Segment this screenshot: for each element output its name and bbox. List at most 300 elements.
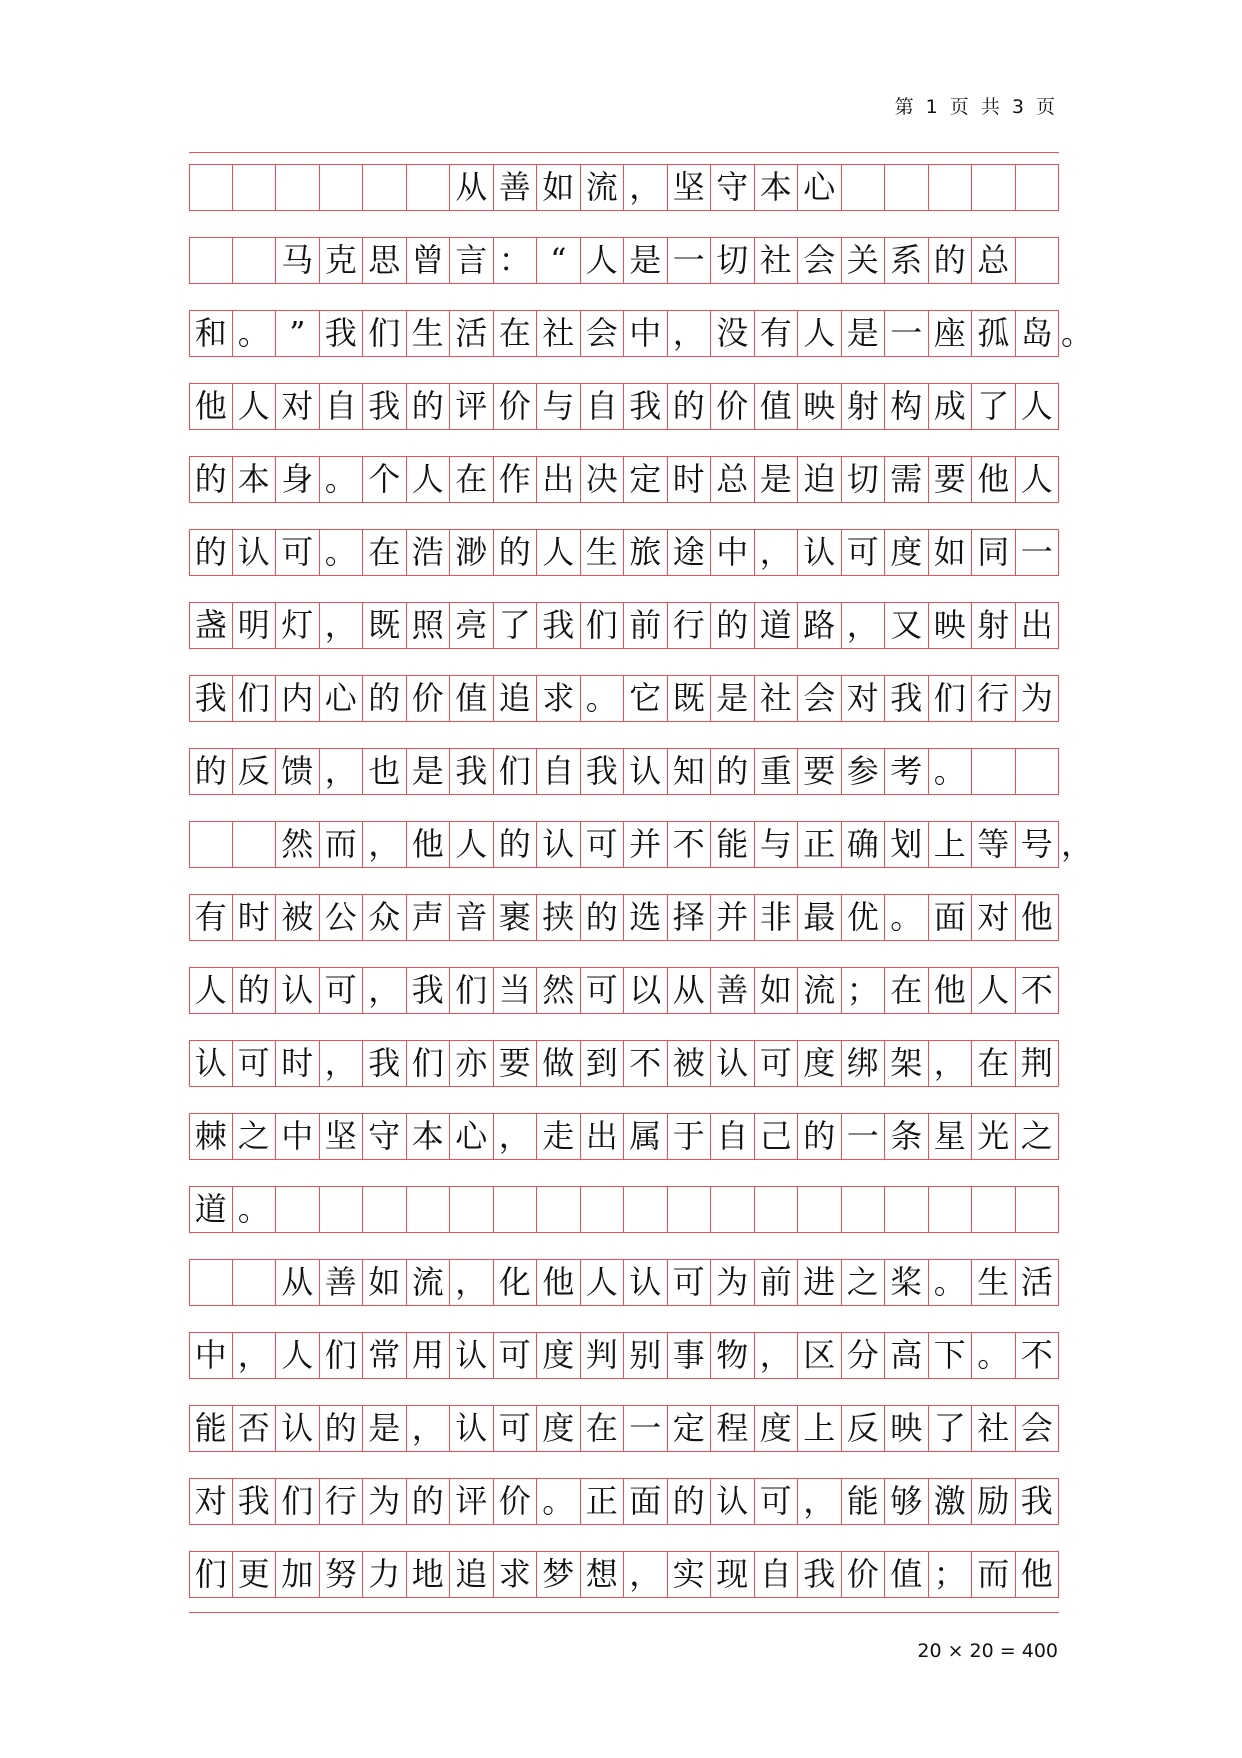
grid-cell: 座 bbox=[929, 310, 973, 356]
grid-cell: 善 bbox=[711, 967, 755, 1013]
grid-cell: 本 bbox=[233, 456, 277, 502]
grid-cell: 度 bbox=[537, 1332, 581, 1378]
grid-cell: 亮 bbox=[450, 602, 494, 648]
grid-cell: 会 bbox=[1016, 1405, 1060, 1451]
grid-cell: 评 bbox=[450, 383, 494, 429]
grid-cell: 自 bbox=[581, 383, 625, 429]
grid-cell: 自 bbox=[320, 383, 364, 429]
grid-cell: 社 bbox=[972, 1405, 1016, 1451]
grid-cell: 映 bbox=[885, 1405, 929, 1451]
grid-cell: 上 bbox=[798, 1405, 842, 1451]
margin-punctuation: 。 bbox=[1061, 314, 1094, 352]
grid-cell: 为 bbox=[1016, 675, 1060, 721]
grid-cell: 事 bbox=[668, 1332, 712, 1378]
page-number: 第 1 页 共 3 页 bbox=[894, 96, 1058, 118]
grid-cell bbox=[233, 237, 277, 283]
grid-cell: 号 bbox=[1016, 821, 1060, 867]
grid-cell: 于 bbox=[668, 1113, 712, 1159]
grid-cell bbox=[189, 237, 233, 283]
grid-cell: 又 bbox=[885, 602, 929, 648]
grid-cell: 们 bbox=[320, 1332, 364, 1378]
grid-cell: 自 bbox=[537, 748, 581, 794]
grid-cell: 中 bbox=[711, 529, 755, 575]
grid-cell: 了 bbox=[494, 602, 538, 648]
grid-cell: 我 bbox=[1016, 1478, 1060, 1524]
grid-cell: 然 bbox=[537, 967, 581, 1013]
grid-cell: 他 bbox=[189, 383, 233, 429]
grid-cell: ， bbox=[363, 821, 407, 867]
grid-cell: 度 bbox=[537, 1405, 581, 1451]
grid-cell: 在 bbox=[581, 1405, 625, 1451]
grid-cell: ， bbox=[494, 1113, 538, 1159]
grid-cell: 曾 bbox=[407, 237, 451, 283]
grid-cell: 。 bbox=[929, 1259, 973, 1305]
grid-cell: 加 bbox=[276, 1551, 320, 1597]
grid-cell: 程 bbox=[711, 1405, 755, 1451]
grid-cell: 价 bbox=[494, 1478, 538, 1524]
grid-cell: 众 bbox=[363, 894, 407, 940]
grid-cell: ： bbox=[494, 237, 538, 283]
grid-cell: 能 bbox=[711, 821, 755, 867]
grid-cell: 的 bbox=[233, 967, 277, 1013]
grid-cell: 励 bbox=[972, 1478, 1016, 1524]
grid-cell: 行 bbox=[668, 602, 712, 648]
grid-cell: 出 bbox=[1016, 602, 1060, 648]
grid-cell: 之 bbox=[842, 1259, 886, 1305]
grid-cell: 一 bbox=[668, 237, 712, 283]
grid-cell: 认 bbox=[798, 529, 842, 575]
text-row bbox=[189, 371, 1059, 444]
grid-cell: 反 bbox=[233, 748, 277, 794]
grid-cell bbox=[233, 1259, 277, 1305]
grid-cell: 我 bbox=[320, 310, 364, 356]
grid-cell: 区 bbox=[798, 1332, 842, 1378]
grid-cell bbox=[929, 164, 973, 210]
grid-cell: 会 bbox=[798, 237, 842, 283]
grid-cell: 被 bbox=[668, 1040, 712, 1086]
grid-cell: 我 bbox=[363, 1040, 407, 1086]
grid-cell: 明 bbox=[233, 602, 277, 648]
grid-cell: 人 bbox=[537, 529, 581, 575]
grid-cell: 要 bbox=[929, 456, 973, 502]
grid-cell: 定 bbox=[624, 456, 668, 502]
grid-cell: 裹 bbox=[494, 894, 538, 940]
grid-cell: 善 bbox=[494, 164, 538, 210]
grid-cell: 灯 bbox=[276, 602, 320, 648]
grid-cell: 我 bbox=[885, 675, 929, 721]
grid-cell: 时 bbox=[276, 1040, 320, 1086]
grid-cell: 。 bbox=[885, 894, 929, 940]
grid-cell: 生 bbox=[581, 529, 625, 575]
grid-cell: 的 bbox=[494, 529, 538, 575]
grid-cell: 考 bbox=[885, 748, 929, 794]
grid-cell: 度 bbox=[798, 1040, 842, 1086]
grid-cell: 映 bbox=[929, 602, 973, 648]
grid-cell: 切 bbox=[842, 456, 886, 502]
grid-cell: 反 bbox=[842, 1405, 886, 1451]
grid-cell: 孤 bbox=[972, 310, 1016, 356]
grid-cell: 行 bbox=[972, 675, 1016, 721]
grid-cell: 评 bbox=[450, 1478, 494, 1524]
grid-cell bbox=[233, 164, 277, 210]
grid-cell: 可 bbox=[668, 1259, 712, 1305]
grid-cell: 能 bbox=[189, 1405, 233, 1451]
grid-cell: 高 bbox=[885, 1332, 929, 1378]
grid-bottom-border bbox=[189, 1612, 1059, 1613]
grid-cell: 们 bbox=[581, 602, 625, 648]
text-row bbox=[189, 1320, 1059, 1393]
grid-cell: 人 bbox=[972, 967, 1016, 1013]
grid-cell: 不 bbox=[1016, 1332, 1060, 1378]
grid-cell: 坚 bbox=[668, 164, 712, 210]
grid-cell bbox=[189, 821, 233, 867]
grid-cell: 如 bbox=[929, 529, 973, 575]
grid-cell: 非 bbox=[755, 894, 799, 940]
grid-cell: 前 bbox=[755, 1259, 799, 1305]
grid-cell: 生 bbox=[407, 310, 451, 356]
grid-cell: 择 bbox=[668, 894, 712, 940]
grid-cell: 社 bbox=[755, 675, 799, 721]
grid-cell: 需 bbox=[885, 456, 929, 502]
grid-cell: 我 bbox=[581, 748, 625, 794]
grid-cell: 如 bbox=[755, 967, 799, 1013]
grid-cell: 的 bbox=[494, 821, 538, 867]
grid-cell: 没 bbox=[711, 310, 755, 356]
grid-cell: 声 bbox=[407, 894, 451, 940]
grid-cell: 我 bbox=[537, 602, 581, 648]
text-row bbox=[189, 517, 1059, 590]
grid-cell: ” bbox=[276, 310, 320, 356]
grid-cell: 想 bbox=[581, 1551, 625, 1597]
grid-cell: 认 bbox=[711, 1040, 755, 1086]
grid-cell: 认 bbox=[233, 529, 277, 575]
grid-cell bbox=[363, 164, 407, 210]
grid-cell: 桨 bbox=[885, 1259, 929, 1305]
grid-cell: 己 bbox=[755, 1113, 799, 1159]
grid-cell: 是 bbox=[624, 237, 668, 283]
grid-cell: ， bbox=[320, 1040, 364, 1086]
grid-cell: 如 bbox=[363, 1259, 407, 1305]
grid-cell: 有 bbox=[755, 310, 799, 356]
grid-cell: 价 bbox=[842, 1551, 886, 1597]
grid-cell: 并 bbox=[624, 821, 668, 867]
grid-cell: ， bbox=[320, 748, 364, 794]
grid-cell: 坚 bbox=[320, 1113, 364, 1159]
grid-cell: 判 bbox=[581, 1332, 625, 1378]
grid-cell: 心 bbox=[450, 1113, 494, 1159]
grid-cell: 可 bbox=[755, 1040, 799, 1086]
grid-cell: 然 bbox=[276, 821, 320, 867]
grid-cell: 可 bbox=[494, 1405, 538, 1451]
grid-cell: ， bbox=[624, 164, 668, 210]
grid-cell: 亦 bbox=[450, 1040, 494, 1086]
grid-cell: 出 bbox=[537, 456, 581, 502]
grid-cell: 关 bbox=[842, 237, 886, 283]
grid-cell: 的 bbox=[189, 529, 233, 575]
grid-cell: 度 bbox=[885, 529, 929, 575]
grid-cell: 为 bbox=[363, 1478, 407, 1524]
grid-cell: 我 bbox=[450, 748, 494, 794]
grid-cell: 可 bbox=[842, 529, 886, 575]
grid-cell bbox=[668, 1186, 712, 1232]
grid-cell: 音 bbox=[450, 894, 494, 940]
grid-cell: 一 bbox=[842, 1113, 886, 1159]
grid-cell: 的 bbox=[668, 1478, 712, 1524]
grid-cell: 不 bbox=[668, 821, 712, 867]
text-row bbox=[189, 225, 1059, 298]
grid-cell bbox=[276, 1186, 320, 1232]
grid-cell: 们 bbox=[363, 310, 407, 356]
grid-cell: 条 bbox=[885, 1113, 929, 1159]
grid-cell: 我 bbox=[233, 1478, 277, 1524]
grid-cell: 可 bbox=[581, 821, 625, 867]
grid-cell: 射 bbox=[972, 602, 1016, 648]
grid-cell: 等 bbox=[972, 821, 1016, 867]
grid-cell: 努 bbox=[320, 1551, 364, 1597]
grid-cell: 流 bbox=[798, 967, 842, 1013]
grid-cell: 实 bbox=[668, 1551, 712, 1597]
grid-cell bbox=[972, 164, 1016, 210]
grid-cell: 渺 bbox=[450, 529, 494, 575]
grid-cell: 的 bbox=[189, 456, 233, 502]
grid-cell: 从 bbox=[450, 164, 494, 210]
grid-cell: 一 bbox=[885, 310, 929, 356]
grid-cell: 中 bbox=[189, 1332, 233, 1378]
grid-cell: 对 bbox=[276, 383, 320, 429]
grid-cell: ， bbox=[450, 1259, 494, 1305]
grid-cell: 认 bbox=[450, 1405, 494, 1451]
grid-cell: 以 bbox=[624, 967, 668, 1013]
grid-cell: 的 bbox=[798, 1113, 842, 1159]
grid-cell: 确 bbox=[842, 821, 886, 867]
grid-cell: 流 bbox=[407, 1259, 451, 1305]
grid-cell: 架 bbox=[885, 1040, 929, 1086]
grid-cell: ， bbox=[668, 310, 712, 356]
grid-cell: 迫 bbox=[798, 456, 842, 502]
text-row bbox=[189, 298, 1094, 371]
grid-cell: 走 bbox=[537, 1113, 581, 1159]
grid-cell: 面 bbox=[624, 1478, 668, 1524]
grid-cell: 人 bbox=[233, 383, 277, 429]
grid-cell: 决 bbox=[581, 456, 625, 502]
text-row bbox=[189, 736, 1059, 809]
grid-cell: 出 bbox=[581, 1113, 625, 1159]
grid-cell: 道 bbox=[755, 602, 799, 648]
grid-cell: 正 bbox=[581, 1478, 625, 1524]
grid-cell: 马 bbox=[276, 237, 320, 283]
grid-cell bbox=[320, 164, 364, 210]
grid-cell: 流 bbox=[581, 164, 625, 210]
grid-cell: 会 bbox=[581, 310, 625, 356]
grid-cell: 可 bbox=[755, 1478, 799, 1524]
grid-cell: 绑 bbox=[842, 1040, 886, 1086]
grid-cell: 认 bbox=[624, 748, 668, 794]
margin-punctuation: ， bbox=[1061, 825, 1094, 863]
grid-cell: 在 bbox=[363, 529, 407, 575]
grid-cell: 中 bbox=[624, 310, 668, 356]
grid-cell: 心 bbox=[320, 675, 364, 721]
grid-cell: 值 bbox=[755, 383, 799, 429]
grid-cell: 内 bbox=[276, 675, 320, 721]
grid-cell: 要 bbox=[494, 1040, 538, 1086]
grid-cell bbox=[711, 1186, 755, 1232]
grid-cell: 常 bbox=[363, 1332, 407, 1378]
grid-cell: 价 bbox=[407, 675, 451, 721]
grid-cell: 盏 bbox=[189, 602, 233, 648]
grid-cell: 馈 bbox=[276, 748, 320, 794]
grid-cell bbox=[537, 1186, 581, 1232]
grid-cell: 。 bbox=[972, 1332, 1016, 1378]
grid-cell: 面 bbox=[929, 894, 973, 940]
grid-cell: 在 bbox=[972, 1040, 1016, 1086]
grid-cell: 道 bbox=[189, 1186, 233, 1232]
grid-cell: 对 bbox=[842, 675, 886, 721]
grid-cell: “ bbox=[537, 237, 581, 283]
grid-top-border bbox=[189, 152, 1059, 153]
grid-cell: 求 bbox=[537, 675, 581, 721]
grid-cell bbox=[842, 164, 886, 210]
grid-cell: 人 bbox=[1016, 456, 1060, 502]
grid-cell: 。 bbox=[537, 1478, 581, 1524]
grid-cell: ； bbox=[929, 1551, 973, 1597]
grid-cell: 的 bbox=[668, 383, 712, 429]
grid-cell: 认 bbox=[276, 967, 320, 1013]
grid-cell: 言 bbox=[450, 237, 494, 283]
grid-cell: 们 bbox=[929, 675, 973, 721]
grid-cell: 路 bbox=[798, 602, 842, 648]
grid-cell: 自 bbox=[755, 1551, 799, 1597]
grid-cell: 不 bbox=[624, 1040, 668, 1086]
grid-cell: 了 bbox=[929, 1405, 973, 1451]
grid-cell: 光 bbox=[972, 1113, 1016, 1159]
grid-cell: 为 bbox=[711, 1259, 755, 1305]
grid-cell: 映 bbox=[798, 383, 842, 429]
grid-cell: 岛 bbox=[1016, 310, 1060, 356]
grid-cell: 。 bbox=[929, 748, 973, 794]
grid-cell: 重 bbox=[755, 748, 799, 794]
grid-cell: 值 bbox=[450, 675, 494, 721]
grid-cell: 认 bbox=[711, 1478, 755, 1524]
grid-cell: 们 bbox=[407, 1040, 451, 1086]
grid-cell bbox=[581, 1186, 625, 1232]
grid-cell: 公 bbox=[320, 894, 364, 940]
grid-cell: 价 bbox=[711, 383, 755, 429]
grid-cell bbox=[320, 1186, 364, 1232]
grid-cell: 定 bbox=[668, 1405, 712, 1451]
grid-cell: 们 bbox=[450, 967, 494, 1013]
grid-cell: 能 bbox=[842, 1478, 886, 1524]
grid-cell: 系 bbox=[885, 237, 929, 283]
grid-cell: 人 bbox=[276, 1332, 320, 1378]
manuscript-grid bbox=[189, 152, 1094, 1612]
grid-cell: 身 bbox=[276, 456, 320, 502]
grid-cell: 从 bbox=[276, 1259, 320, 1305]
grid-cell: ， bbox=[320, 602, 364, 648]
grid-cell bbox=[885, 1186, 929, 1232]
grid-cell bbox=[494, 1186, 538, 1232]
grid-cell: 属 bbox=[624, 1113, 668, 1159]
grid-cell: 。 bbox=[581, 675, 625, 721]
grid-cell: 人 bbox=[798, 310, 842, 356]
grid-cell: 上 bbox=[929, 821, 973, 867]
grid-cell: 中 bbox=[276, 1113, 320, 1159]
grid-cell: 的 bbox=[407, 383, 451, 429]
grid-cell: 可 bbox=[233, 1040, 277, 1086]
grid-cell: 个 bbox=[363, 456, 407, 502]
text-row bbox=[189, 809, 1094, 882]
grid-cell: 们 bbox=[233, 675, 277, 721]
grid-cell: 是 bbox=[842, 310, 886, 356]
grid-cell: 人 bbox=[407, 456, 451, 502]
grid-cell: 激 bbox=[929, 1478, 973, 1524]
grid-cell: 射 bbox=[842, 383, 886, 429]
grid-cell: 追 bbox=[494, 675, 538, 721]
grid-cell: 活 bbox=[1016, 1259, 1060, 1305]
grid-cell: 的 bbox=[189, 748, 233, 794]
grid-cell bbox=[407, 1186, 451, 1232]
grid-cell: 我 bbox=[189, 675, 233, 721]
grid-cell: 选 bbox=[624, 894, 668, 940]
grid-cell bbox=[1016, 1186, 1060, 1232]
grid-cell bbox=[1016, 164, 1060, 210]
grid-cell: 认 bbox=[537, 821, 581, 867]
grid-cell: 行 bbox=[320, 1478, 364, 1524]
grid-cell: 要 bbox=[798, 748, 842, 794]
grid-cell: 的 bbox=[363, 675, 407, 721]
grid-cell: ， bbox=[755, 529, 799, 575]
grid-cell: 在 bbox=[494, 310, 538, 356]
grid-cell: 们 bbox=[494, 748, 538, 794]
grid-cell: 可 bbox=[320, 967, 364, 1013]
grid-cell: 思 bbox=[363, 237, 407, 283]
grid-cell: 。 bbox=[233, 1186, 277, 1232]
grid-cell: 心 bbox=[798, 164, 842, 210]
grid-cell: 不 bbox=[1016, 967, 1060, 1013]
grid-cell: 是 bbox=[755, 456, 799, 502]
grid-cell: 是 bbox=[363, 1405, 407, 1451]
grid-cell: 划 bbox=[885, 821, 929, 867]
grid-cell: 知 bbox=[668, 748, 712, 794]
grid-cell: 可 bbox=[276, 529, 320, 575]
grid-cell: 。 bbox=[233, 310, 277, 356]
grid-cell: 的 bbox=[581, 894, 625, 940]
grid-cell bbox=[407, 164, 451, 210]
grid-cell: 克 bbox=[320, 237, 364, 283]
grid-cell: 优 bbox=[842, 894, 886, 940]
grid-cell: 从 bbox=[668, 967, 712, 1013]
grid-cell: 我 bbox=[798, 1551, 842, 1597]
grid-cell: 认 bbox=[276, 1405, 320, 1451]
grid-cell: 正 bbox=[798, 821, 842, 867]
grid-cell: 他 bbox=[537, 1259, 581, 1305]
grid-cell: 它 bbox=[624, 675, 668, 721]
grid-cell: 认 bbox=[624, 1259, 668, 1305]
grid-cell bbox=[842, 1186, 886, 1232]
grid-cell: 当 bbox=[494, 967, 538, 1013]
grid-cell: 可 bbox=[494, 1332, 538, 1378]
grid-cell: 活 bbox=[450, 310, 494, 356]
text-row bbox=[189, 590, 1059, 663]
grid-cell: 而 bbox=[320, 821, 364, 867]
grid-cell: 荆 bbox=[1016, 1040, 1060, 1086]
grid-cell: 们 bbox=[276, 1478, 320, 1524]
grid-cell: 化 bbox=[494, 1259, 538, 1305]
grid-cell: 更 bbox=[233, 1551, 277, 1597]
grid-cell: 一 bbox=[1016, 529, 1060, 575]
text-row bbox=[189, 1101, 1059, 1174]
grid-cell: 度 bbox=[755, 1405, 799, 1451]
grid-cell: 与 bbox=[537, 383, 581, 429]
